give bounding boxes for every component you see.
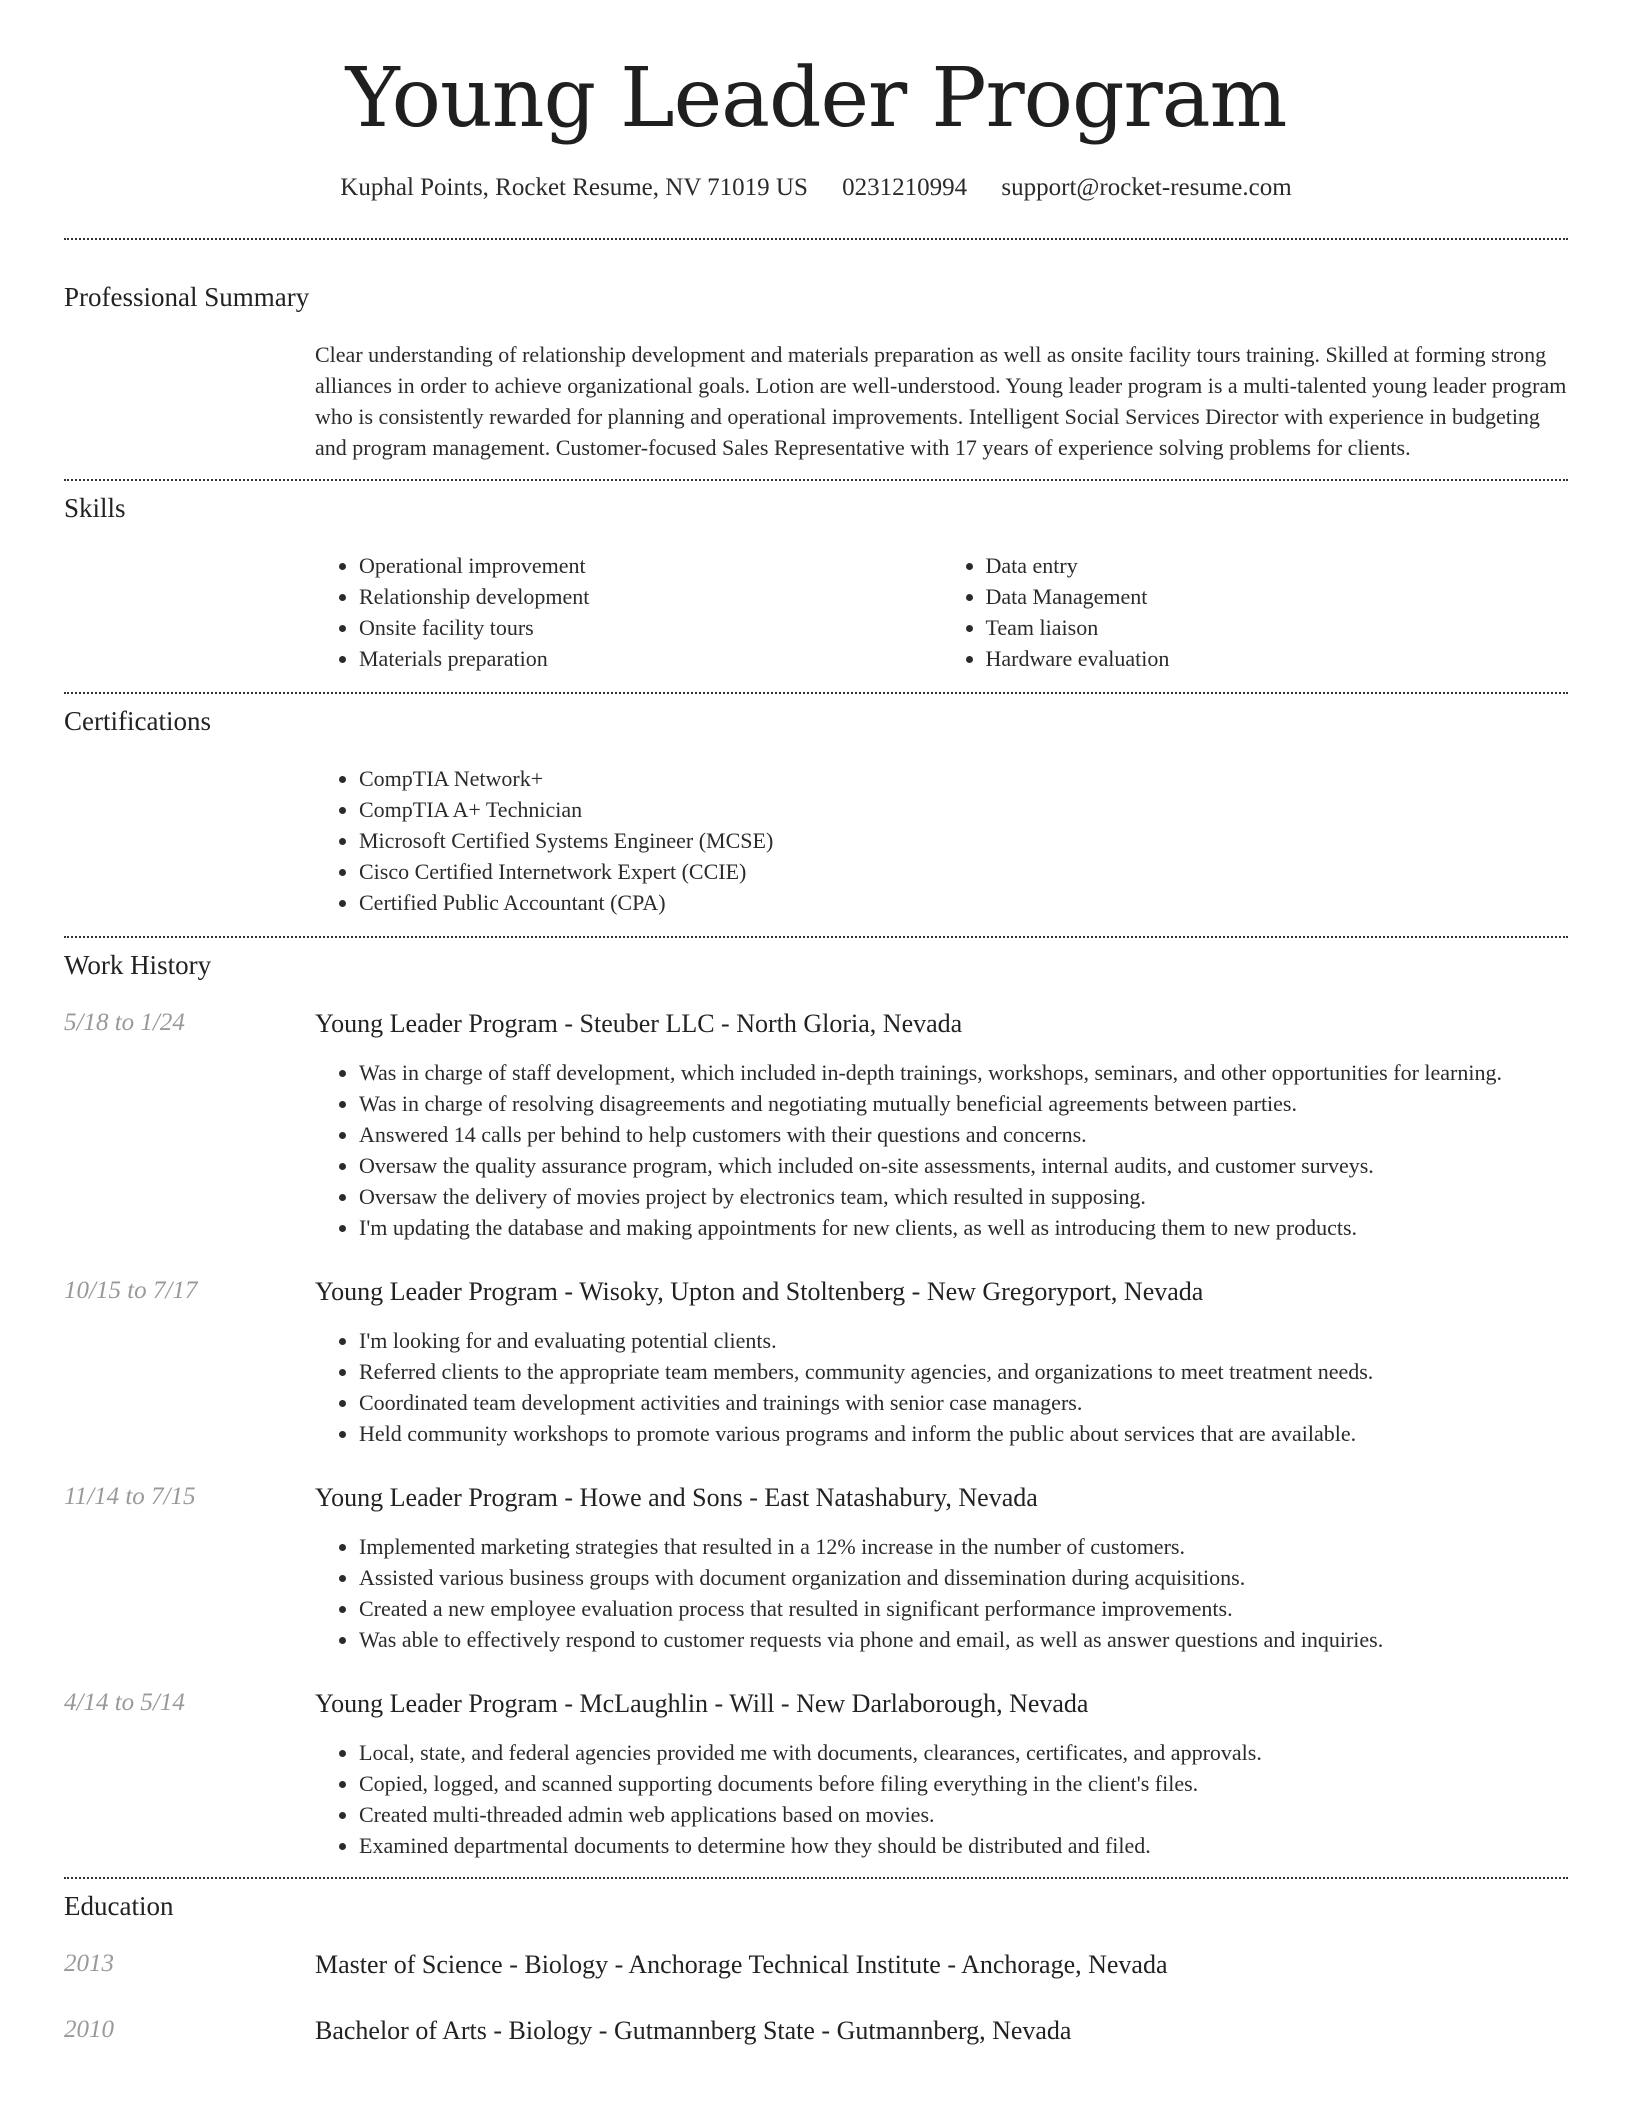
list-item: • Hardware evaluation: [986, 643, 1569, 674]
list-item: • Cisco Certified Internetwork Expert (CCIE): [359, 856, 1568, 887]
work-role: Young Leader Program - Wisoky, Upton and Stoltenberg - New Gregoryport, Nevada: [315, 1277, 1204, 1306]
list-item: • I'm updating the database and making appointments for new clients, as well as introducing them to new products.: [359, 1212, 1568, 1243]
contact-phone: 0231210994: [842, 174, 968, 201]
section-title-skills: Skills: [64, 493, 126, 523]
work-role: Young Leader Program - Howe and Sons - East Natashabury, Nevada: [315, 1483, 1038, 1512]
education-entry: [64, 1950, 1568, 1980]
list-item: • Held community workshops to promote various programs and inform the public about services that are available.: [359, 1418, 1568, 1449]
contact-address: Kuphal Points, Rocket Resume, NV 71019 US: [340, 174, 808, 201]
list-item: • Microsoft Certified Systems Engineer (MCSE): [359, 825, 1568, 856]
list-item: • Materials preparation: [359, 643, 942, 674]
work-entry: [64, 1483, 1568, 1655]
skills-column-right: [942, 550, 1569, 674]
list-item: • Oversaw the delivery of movies project by electronics team, which resulted in supposing.: [359, 1181, 1568, 1212]
list-item: • Created a new employee evaluation process that resulted in significant performance improvements.: [359, 1593, 1568, 1624]
list-item: • Assisted various business groups with document organization and dissemination during acquisitions.: [359, 1562, 1568, 1593]
section-title-work: Work History: [64, 950, 212, 980]
work-date: 5/18 to 1/24: [64, 1009, 185, 1036]
skills-column-left: [315, 550, 942, 674]
summary-text: Clear understanding of relationship development and materials preparation as well as onsite facility tours training. Skilled at forming strong alliances in order to achieve organizational goals. Lotion are well-understood. Young leader program is a multi-talented young leader program who is consistently rewarded for planning and operational improvements. Intelligent Social Services Director with experience in budgeting and program management. Customer-focused Sales Representative with 17 years of experience solving problems for clients.: [315, 342, 1567, 460]
list-item: • Data entry: [986, 550, 1569, 581]
list-item: • CompTIA A+ Technician: [359, 794, 1568, 825]
list-item: • Was in charge of resolving disagreements and negotiating mutually beneficial agreements between parties.: [359, 1088, 1568, 1119]
skills-list: [315, 550, 1568, 674]
work-date: 10/15 to 7/17: [64, 1277, 198, 1304]
education-degree: Master of Science - Biology - Anchorage Technical Institute - Anchorage, Nevada: [315, 1950, 1168, 1979]
section-title-summary: Professional Summary: [64, 282, 310, 312]
list-item: • Data Management: [986, 581, 1569, 612]
list-item: • Implemented marketing strategies that resulted in a 12% increase in the number of customers.: [359, 1531, 1568, 1562]
work-role: Young Leader Program - Steuber LLC - North Gloria, Nevada: [315, 1009, 963, 1038]
work-date: 11/14 to 7/15: [64, 1483, 196, 1510]
certifications-list: [315, 763, 1568, 918]
list-item: • Was able to effectively respond to customer requests via phone and email, as well as answer questions and inquiries.: [359, 1624, 1568, 1655]
education-entry: [64, 2016, 1568, 2046]
list-item: • Local, state, and federal agencies provided me with documents, clearances, certificates, and approvals.: [359, 1737, 1568, 1768]
contact-line: [64, 174, 1568, 202]
divider: [64, 479, 1568, 481]
list-item: • Certified Public Accountant (CPA): [359, 887, 1568, 918]
list-item: • Referred clients to the appropriate team members, community agencies, and organizations to meet treatment needs.: [359, 1356, 1568, 1387]
divider: [64, 238, 1568, 240]
list-item: • Examined departmental documents to determine how they should be distributed and filed.: [359, 1830, 1568, 1861]
education-degree: Bachelor of Arts - Biology - Gutmannberg State - Gutmannberg, Nevada: [315, 2016, 1072, 2045]
work-entry: [64, 1009, 1568, 1243]
list-item: • Coordinated team development activities and trainings with senior case managers.: [359, 1387, 1568, 1418]
work-date: 4/14 to 5/14: [64, 1689, 185, 1716]
education-date: 2010: [64, 2016, 114, 2043]
section-title-certifications: Certifications: [64, 706, 211, 736]
list-item: • Operational improvement: [359, 550, 942, 581]
work-entry: [64, 1277, 1568, 1449]
list-item: • Copied, logged, and scanned supporting documents before filing everything in the client's files.: [359, 1768, 1568, 1799]
list-item: • Created multi-threaded admin web applications based on movies.: [359, 1799, 1568, 1830]
divider: [64, 1877, 1568, 1879]
education-date: 2013: [64, 1950, 114, 1977]
divider: [64, 936, 1568, 938]
work-entry: [64, 1689, 1568, 1861]
list-item: • I'm looking for and evaluating potential clients.: [359, 1325, 1568, 1356]
resume-page: [64, 0, 1568, 2046]
list-item: • Was in charge of staff development, which included in-depth trainings, workshops, seminars, and other opportunities for learning.: [359, 1057, 1568, 1088]
resume-name: Young Leader Program: [345, 51, 1287, 146]
section-title-education: Education: [64, 1891, 174, 1921]
list-item: • CompTIA Network+: [359, 763, 1568, 794]
contact-email: support@rocket-resume.com: [1001, 174, 1292, 201]
list-item: • Answered 14 calls per behind to help customers with their questions and concerns.: [359, 1119, 1568, 1150]
divider: [64, 692, 1568, 694]
list-item: • Team liaison: [986, 612, 1569, 643]
work-role: Young Leader Program - McLaughlin - Will - New Darlaborough, Nevada: [315, 1689, 1089, 1718]
list-item: • Onsite facility tours: [359, 612, 942, 643]
list-item: • Oversaw the quality assurance program, which included on-site assessments, internal audits, and customer surveys.: [359, 1150, 1568, 1181]
list-item: • Relationship development: [359, 581, 942, 612]
